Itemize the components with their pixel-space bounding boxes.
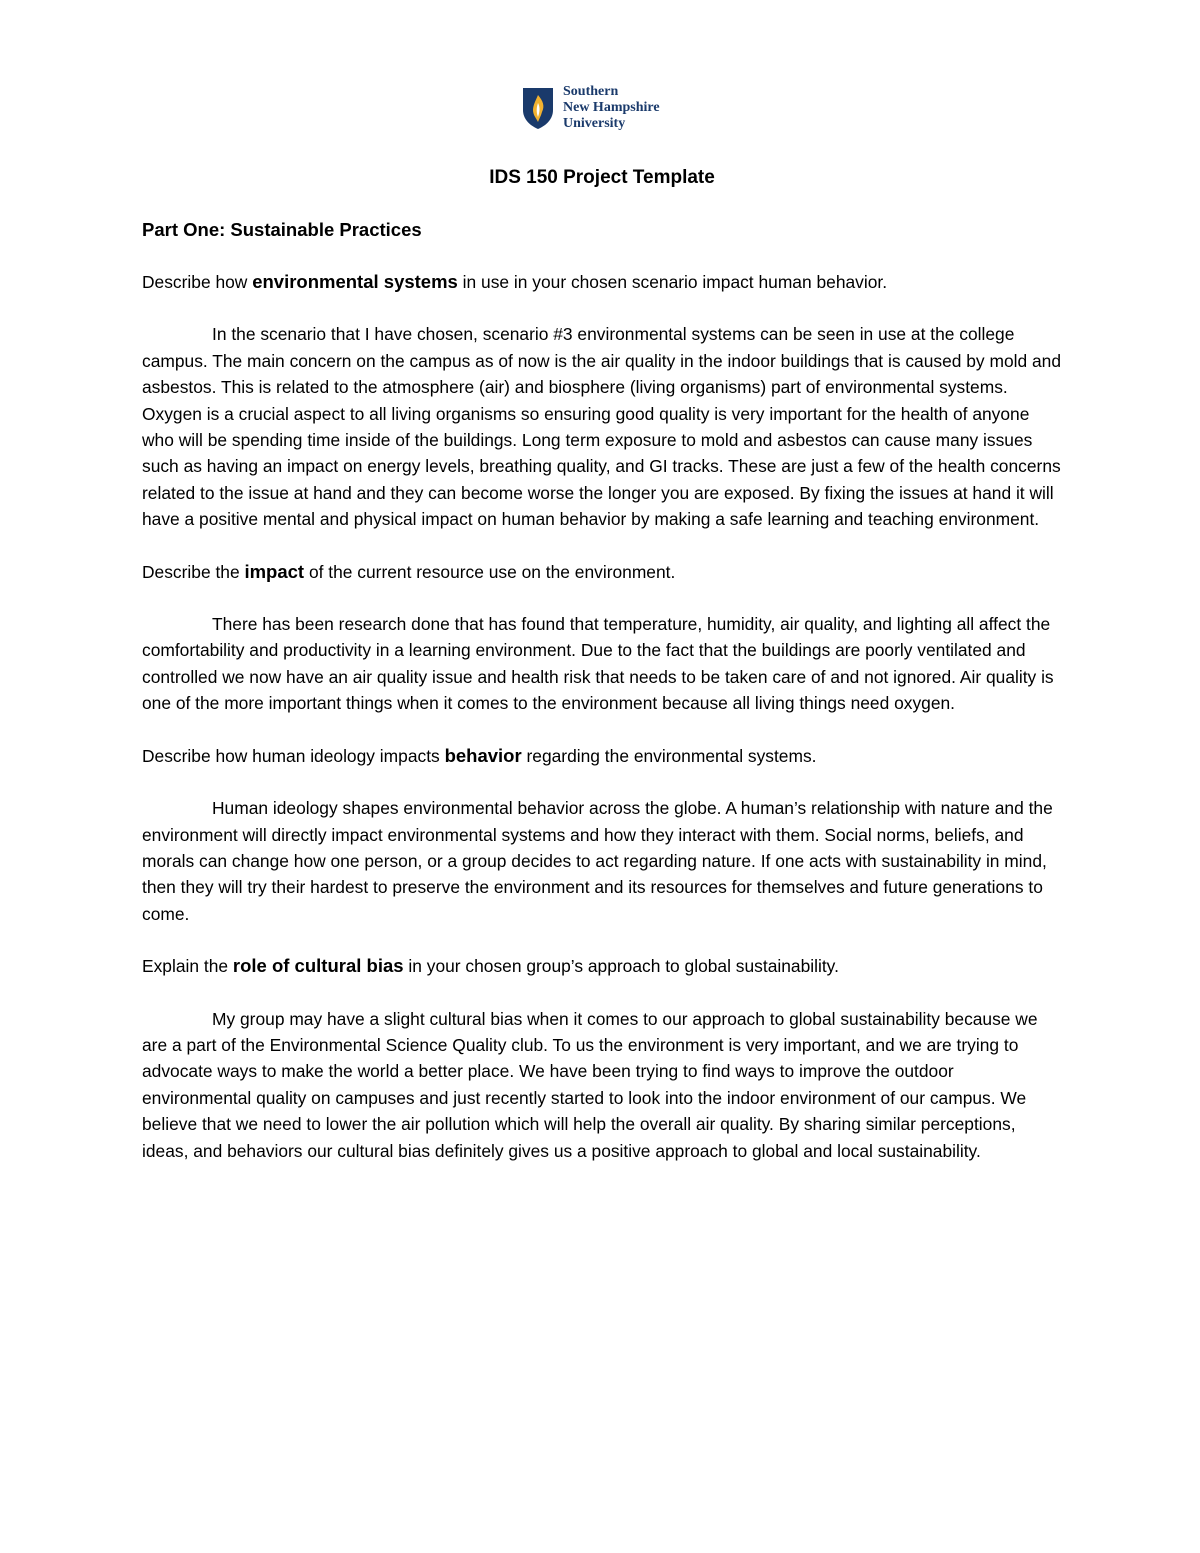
section-prompt <box>142 953 1062 979</box>
prompt-text: of the current resource use on the environment. <box>304 561 676 582</box>
prompt-text: Explain the <box>142 956 233 977</box>
section-environmental-systems <box>142 269 1062 533</box>
university-logo <box>521 84 660 132</box>
prompt-keyword: environmental systems <box>252 271 458 292</box>
prompt-keyword: role of cultural bias <box>232 955 404 977</box>
section-behavior <box>142 743 1062 927</box>
prompt-text: in your chosen group’s approach to global sustainability. <box>403 956 839 977</box>
section-prompt <box>142 743 1062 769</box>
part-heading: Part One: Sustainable Practices <box>142 219 422 240</box>
section-prompt <box>142 269 1062 295</box>
document-title: IDS 150 Project Template <box>489 167 715 188</box>
section-impact <box>142 559 1062 717</box>
prompt-keyword: behavior <box>444 744 522 766</box>
university-name <box>563 84 660 132</box>
prompt-text: Describe how <box>142 272 253 292</box>
prompt-text: Describe how human ideology impacts <box>142 745 445 766</box>
section-answer: There has been research done that has found that temperature, humidity, air quality, and lighting all affect the comfortability and productivity in a learning environment. Due to the fact that the buildings are poorly ventilated and controlled we now have an air quality issue and health risk that needs to be taken care of and not ignored. Air quality is one of the more important things when it comes to the environment because all living things need oxygen. <box>142 614 1054 714</box>
document-body <box>142 165 1062 1190</box>
section-answer: In the scenario that I have chosen, scenario #3 environmental systems can be seen in use at the college campus. The main concern on the campus as of now is the air quality in the indoor buildings that is caused by mold and asbestos. This is related to the atmosphere (air) and biosphere (living organisms) part of environmental systems. Oxygen is a crucial aspect to all living organisms so ensuring good quality is very important for the health of anyone who will be spending time inside of the buildings. Long term exposure to mold and asbestos can cause many issues such as having an impact on energy levels, breathing quality, and GI tracks. These are just a few of the health concerns related to the issue at hand and they can become worse the longer you are exposed. By fixing the issues at hand it will have a positive mental and physical impact on human behavior by making a safe learning and teaching environment. <box>142 324 1062 530</box>
logo-line-3: University <box>563 116 626 131</box>
logo-line-2: New Hampshire <box>563 100 660 115</box>
section-prompt <box>142 559 1062 585</box>
prompt-text: Describe the <box>142 561 245 582</box>
prompt-text: regarding the environmental systems. <box>521 745 817 766</box>
prompt-text: in use in your chosen scenario impact human behavior. <box>457 272 888 292</box>
logo-line-1: Southern <box>563 84 619 99</box>
section-answer: Human ideology shapes environmental behavior across the globe. A human’s relationship with nature and the environment will directly impact environmental systems and how they interact with them. Social norms, beliefs, and morals can change how one person, or a group decides to act regarding nature. If one acts with sustainability in mind, then they will try their hardest to preserve the environment and its resources for themselves and future generations to come. <box>142 798 1053 924</box>
flame-shield-icon <box>521 86 555 130</box>
section-answer: My group may have a slight cultural bias when it comes to our approach to global sustainability because we are a part of the Environmental Science Quality club. To us the environment is very important, and we are trying to advocate ways to make the world a better place. We have been trying to find ways to improve the outdoor environmental quality on campuses and just recently started to look into the indoor environment of our campus. We believe that we need to lower the air pollution which will help the overall air quality. By sharing similar perceptions, ideas, and behaviors our cultural bias definitely gives us a positive approach to global and local sustainability. <box>142 1008 1038 1161</box>
prompt-keyword: impact <box>244 560 305 582</box>
section-cultural-bias <box>142 953 1062 1164</box>
